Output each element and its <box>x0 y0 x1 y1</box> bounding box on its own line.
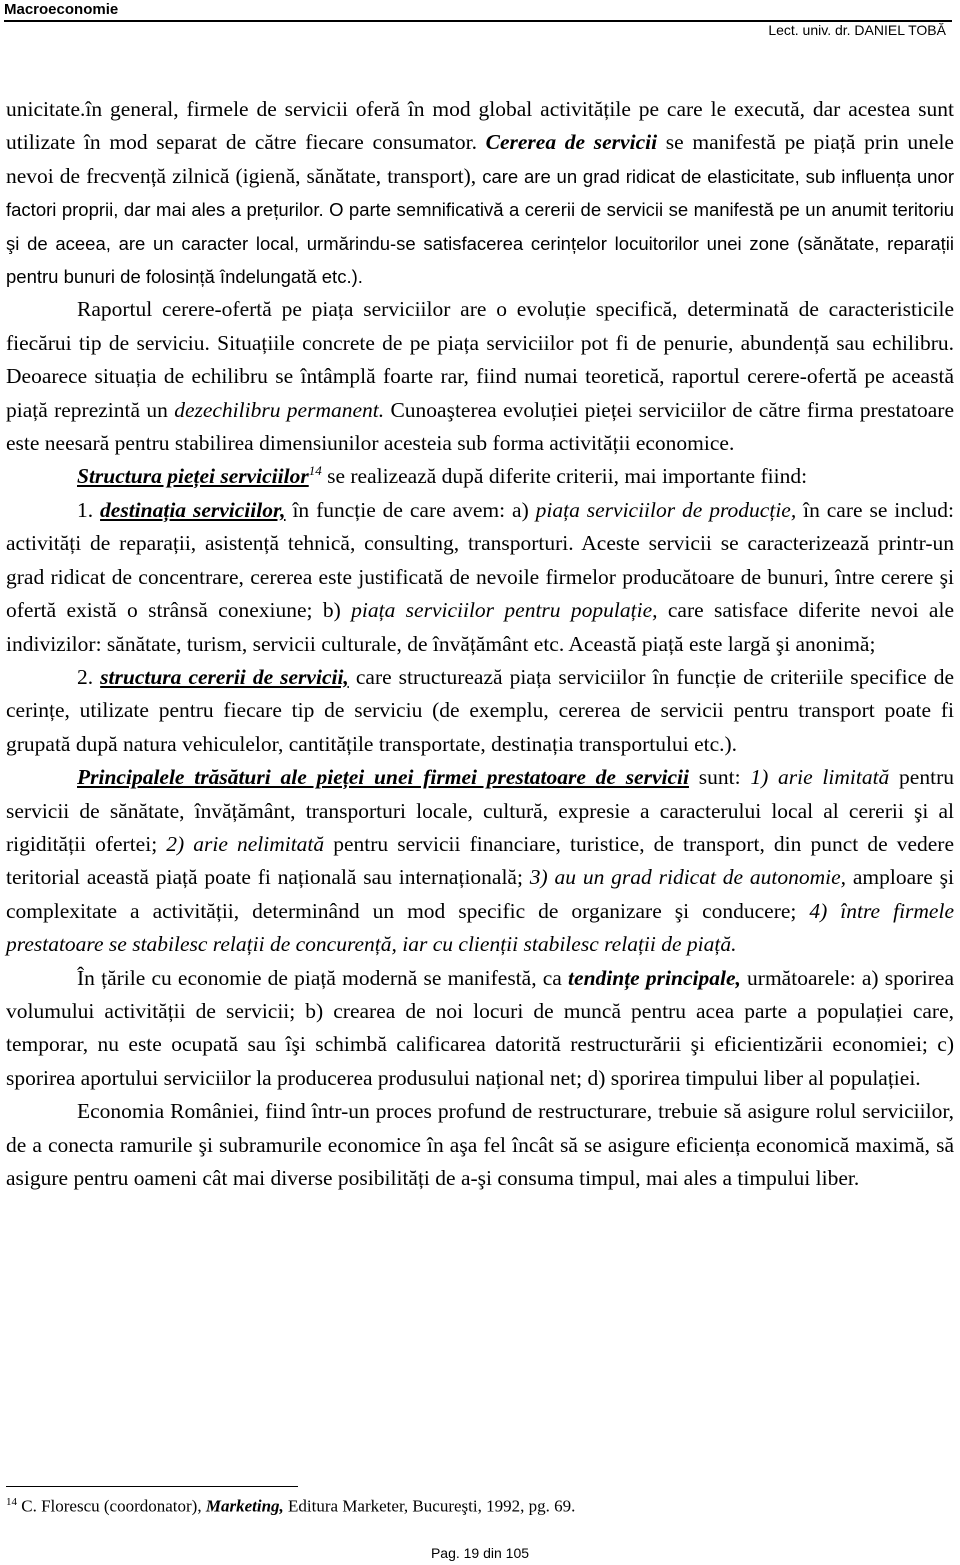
term-cererea-de-servicii: Cererea de servicii <box>485 130 658 155</box>
text-run: următoarele: a) sporirea volumului activității de servicii; b) crearea de noi locuri de muncă pentru acea parte a populației care, temporar, nu este ocupată sau îşi schimbă calificarea datorită restructurării şi eficientizării economiei; c) sporirea aportului serviciilor la producerea produsului național net; d) sporirea timpului liber al populației. <box>6 965 954 1090</box>
page-number: Pag. 19 din 105 <box>430 1545 530 1561</box>
text-run: Cunoaşterea evoluției pieței serviciilor de către firma prestatoare este neesară pentru stabilirea dimensiunilor acesteia sub forma activității economice. <box>6 397 954 456</box>
term-structura-cererii: structura cererii de servicii, <box>100 664 349 689</box>
text-run: care structurează piața serviciilor în funcție de criteriile specifice de cerințe, utilizate pentru fiecare tip de serviciu (de exemplu, cererea de servicii pentru transport poate fi grupată după natura vehiculelor, cantitățile transportate, destinația transportului etc.). <box>6 664 955 756</box>
text-run: În țările cu economie de piață modernă se manifestă, ca <box>77 965 569 990</box>
paragraph-cererea <box>6 93 954 293</box>
term-principalele-trasaturi: Principalele trăsături ale pieței unei firmei prestatoare de servicii <box>77 765 689 790</box>
footnote-book-title: Marketing, <box>205 1496 284 1516</box>
text-run: Raportul cerere-ofertă pe piața serviciilor are o evoluție specifică, determinată de caracteristicile fiecărui tip de serviciu. Situațiile concrete de pe piața serviciilor pot fi de penurie, abundență sau echilibru. Deoarece situația de echilibru se întâmplă foarte rar, fiind numai teoretică, raportul cerere-ofertă pe această piață reprezintă un <box>6 297 954 422</box>
term-dezechilibru-permanent: dezechilibru permanent. <box>174 397 385 422</box>
paragraph-raportul <box>6 293 954 460</box>
term-structura-pietei: Structura pieței serviciilor <box>77 464 309 489</box>
body-text <box>6 93 954 1195</box>
term-concurenta: 4) între firmele prestatoare se stabilesc relații de concurență, iar cu clienții stabilesc relații de piață. <box>6 898 954 957</box>
text-run-sans: care are un grad ridicat de elasticitate, sub influența unor factori proprii, dar mai ales a prețurilor. <box>6 165 954 221</box>
term-tendinte-principale: tendințe principale, <box>568 965 741 990</box>
text-run: pentru servicii de sănătate, învățământ, transporturi locale, cultură, expresie a caracterului local al cererii şi al rigidității ofertei; <box>6 765 954 856</box>
term-piata-populatie: piața serviciilor pentru populație, <box>351 598 658 623</box>
text-run: sunt: <box>688 765 751 790</box>
term-piata-productie: piața serviciilor de producție, <box>535 497 797 522</box>
paragraph-tendinte <box>6 962 954 1096</box>
paragraph-structura <box>6 460 954 493</box>
text-run: Economia României, fiind într-un proces profund de restructurare, trebuie să asigure rolul serviciilor, de a conecta ramurile şi subramurile economice în aşa fel încât să se asigure eficiența economică maximă, să asigure pentru oameni cât mai diverse posibilități de a-şi consuma timpul, mai ales a timpului liber. <box>6 1099 954 1190</box>
header-course-title: Macroeconomie <box>4 1 119 18</box>
text-run-sans: O parte semnificativă a cererii de servicii se manifestă pe un anumit teritoriu şi de aceea, are un caracter local, urmărindu-se satisfacerea cerințelor locuitorilor unei zone (sănătate, reparații pentru bunuri de folosință îndelungată etc.). <box>6 199 955 288</box>
footnote-reference: 14 <box>308 463 322 479</box>
text-run: se realizează după diferite criterii, mai importante fiind: <box>321 464 808 489</box>
header-author: Lect. univ. dr. DANIEL TOBĂ <box>768 22 946 38</box>
text-run: în care se includ: activități de reparații, asistență tehnică, consulting, transporturi. Aceste servicii se caracterizează printr-un grad ridicat de concentrare, cererea este justificată de nevoile firmelor producătoare de bunuri, între cerere şi ofertă există o strânsă conexiune; b) <box>6 497 954 623</box>
footnote-14 <box>6 1496 575 1517</box>
paragraph-trasaturi <box>6 761 954 961</box>
text-run: se manifestă pe piață prin unele nevoi de frecvență zilnică (igienă, sănătate, transport), <box>6 130 954 188</box>
text-run: unicitate.în general, firmele de servicii oferă în mod global activitățile pe care le execută, dar acestea sunt utilizate în mod separat de către fiecare consumator. <box>6 97 954 155</box>
paragraph-criteriu-2 <box>6 661 954 761</box>
paragraph-criteriu-1 <box>6 494 954 661</box>
text-run: amploare şi complexitate a activității, determinând un mod specific de organizare şi conducere; <box>6 865 955 923</box>
footnote-text: C. Florescu (coordonator), <box>17 1496 206 1516</box>
text-run: în funcție de care avem: a) <box>285 497 536 522</box>
footnote-number: 14 <box>6 1496 17 1508</box>
footnote-separator <box>6 1486 298 1487</box>
list-number: 1. <box>77 497 101 522</box>
text-run: care satisface diferite nevoi ale indivizilor: sănătate, turism, servicii culturale, de învățământ etc. Această piață este largă şi anonimă; <box>6 598 954 656</box>
term-destinatia-serviciilor: destinația serviciilor, <box>100 497 286 522</box>
paragraph-economia-romaniei <box>6 1095 954 1195</box>
term-arie-nelimitata: 2) arie nelimitată <box>166 831 325 856</box>
footnote-text: Editura Marketer, Bucureşti, 1992, pg. 69. <box>283 1496 576 1516</box>
term-arie-limitata: 1) arie limitată <box>750 765 890 790</box>
list-number: 2. <box>77 664 101 689</box>
term-autonomie: 3) au un grad ridicat de autonomie, <box>529 865 847 890</box>
text-run: pentru servicii financiare, turistice, de transport, din punct de vedere teritorial această piață poate fi națională sau internațională; <box>6 831 954 890</box>
